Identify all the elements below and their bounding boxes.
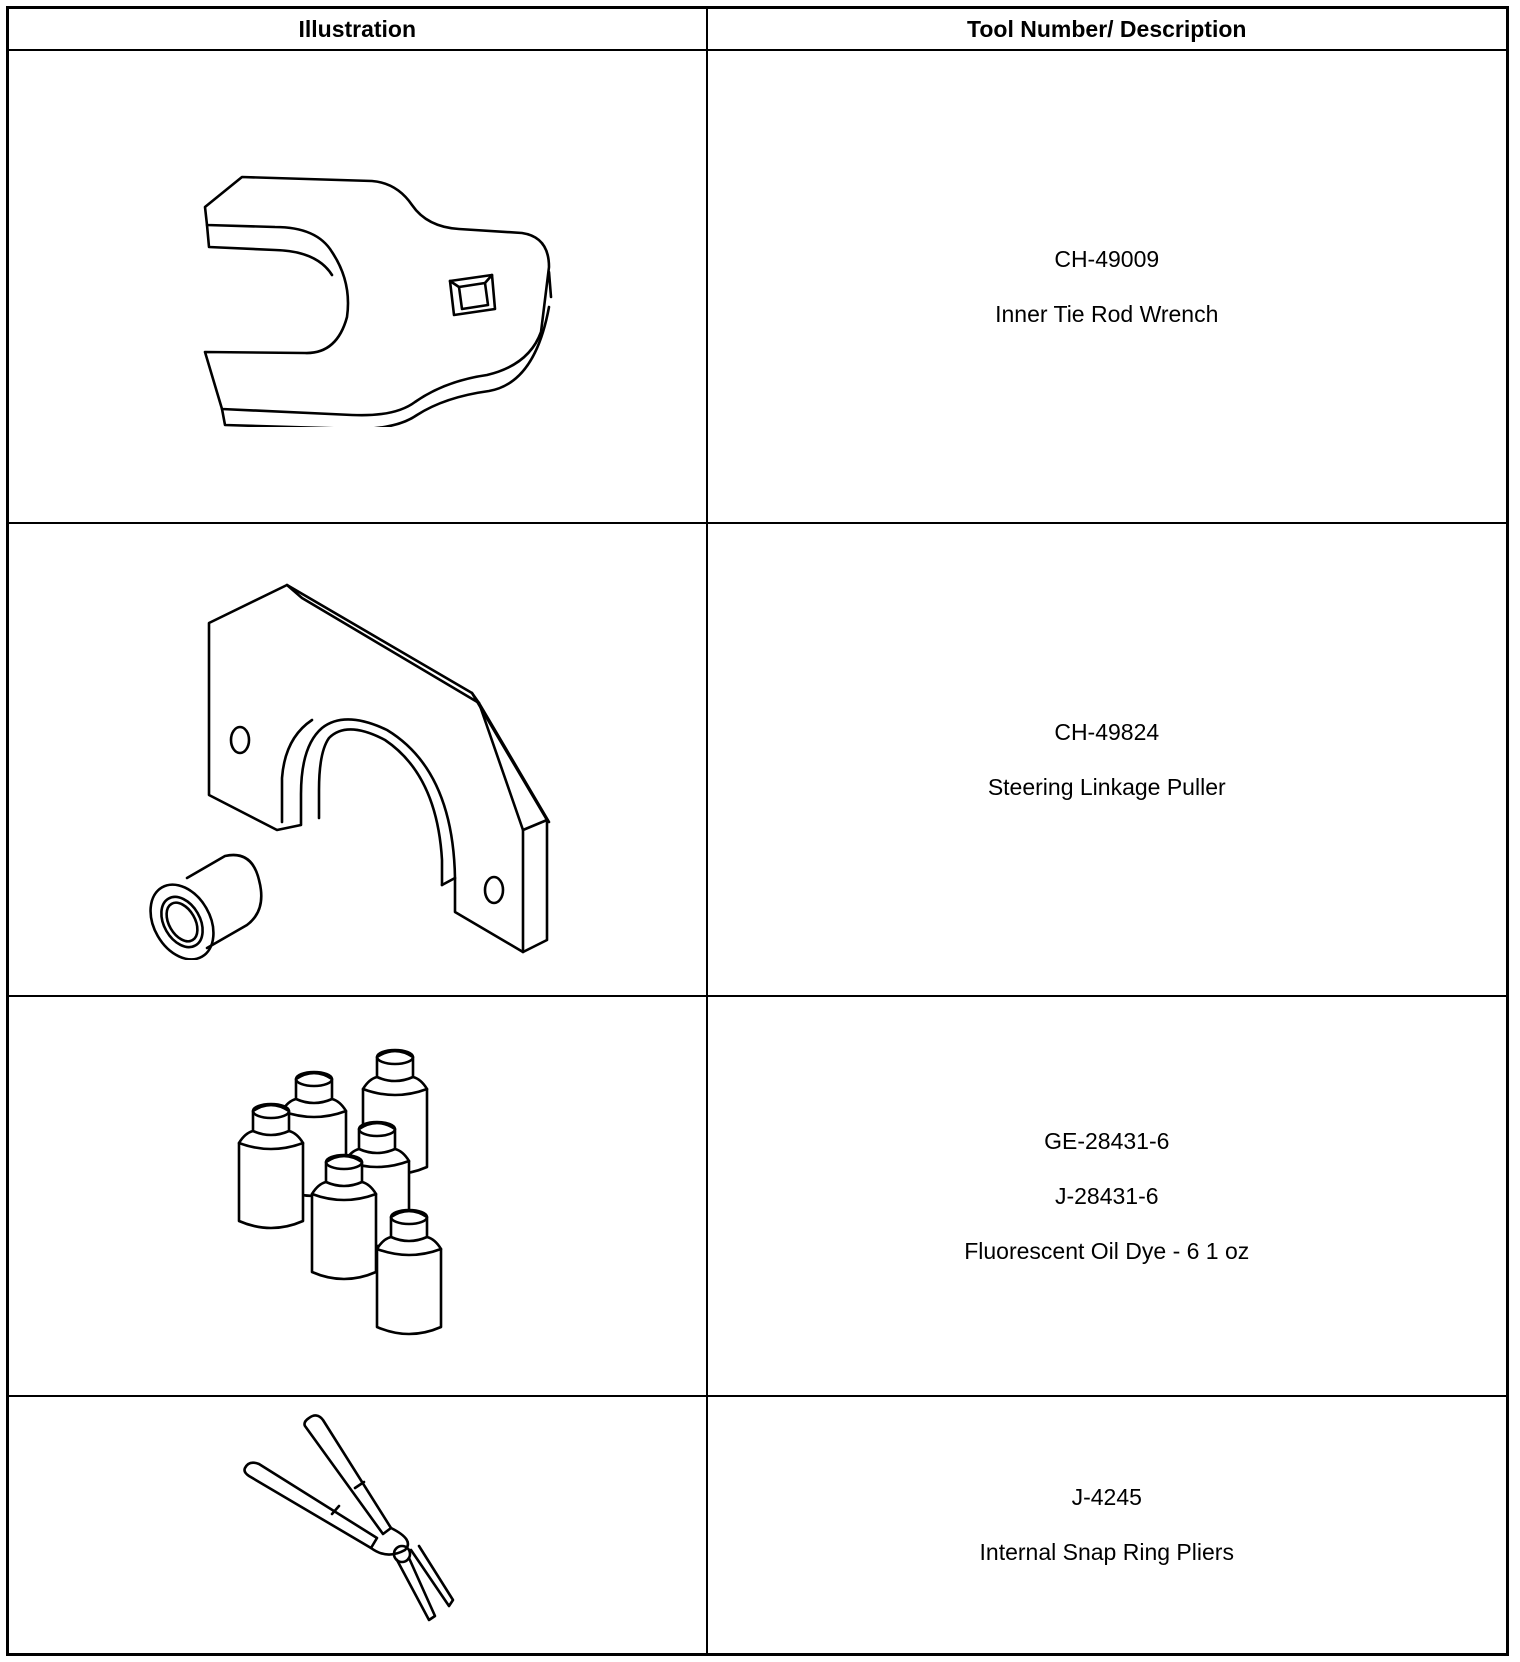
tool-description-cell — [707, 996, 1508, 1396]
tool-number-alt: J-28431-6 — [1054, 1182, 1159, 1209]
table-row — [8, 50, 1508, 523]
tool-number: CH-49009 — [1054, 245, 1160, 272]
table-row — [8, 996, 1508, 1396]
special-tools-table — [6, 6, 1509, 1656]
tool-number: GE-28431-6 — [1044, 1127, 1170, 1154]
tool-number: J-4245 — [1071, 1484, 1142, 1511]
illustration-cell — [8, 996, 707, 1396]
illustration-header: Illustration — [8, 8, 707, 51]
illustration-cell — [8, 50, 707, 523]
tool-number: CH-49824 — [1054, 718, 1160, 745]
header-row — [8, 8, 1508, 51]
tool-number-header: Tool Number/ Description — [707, 8, 1508, 51]
table-row — [8, 1396, 1508, 1654]
tool-description-cell — [707, 50, 1508, 523]
puller-icon — [137, 560, 577, 960]
tool-description: Inner Tie Rod Wrench — [995, 300, 1219, 327]
tool-description-cell — [707, 1396, 1508, 1654]
tool-description-cell — [707, 523, 1508, 996]
tool-description: Internal Snap Ring Pliers — [979, 1539, 1234, 1566]
illustration-cell — [8, 523, 707, 996]
pliers-icon — [237, 1410, 477, 1640]
tool-description: Fluorescent Oil Dye - 6 1 oz — [964, 1237, 1250, 1264]
illustration-cell — [8, 1396, 707, 1654]
table-row — [8, 523, 1508, 996]
wrench-icon — [147, 147, 567, 427]
dye-bottles-icon — [237, 1041, 477, 1351]
tool-description: Steering Linkage Puller — [987, 773, 1226, 800]
